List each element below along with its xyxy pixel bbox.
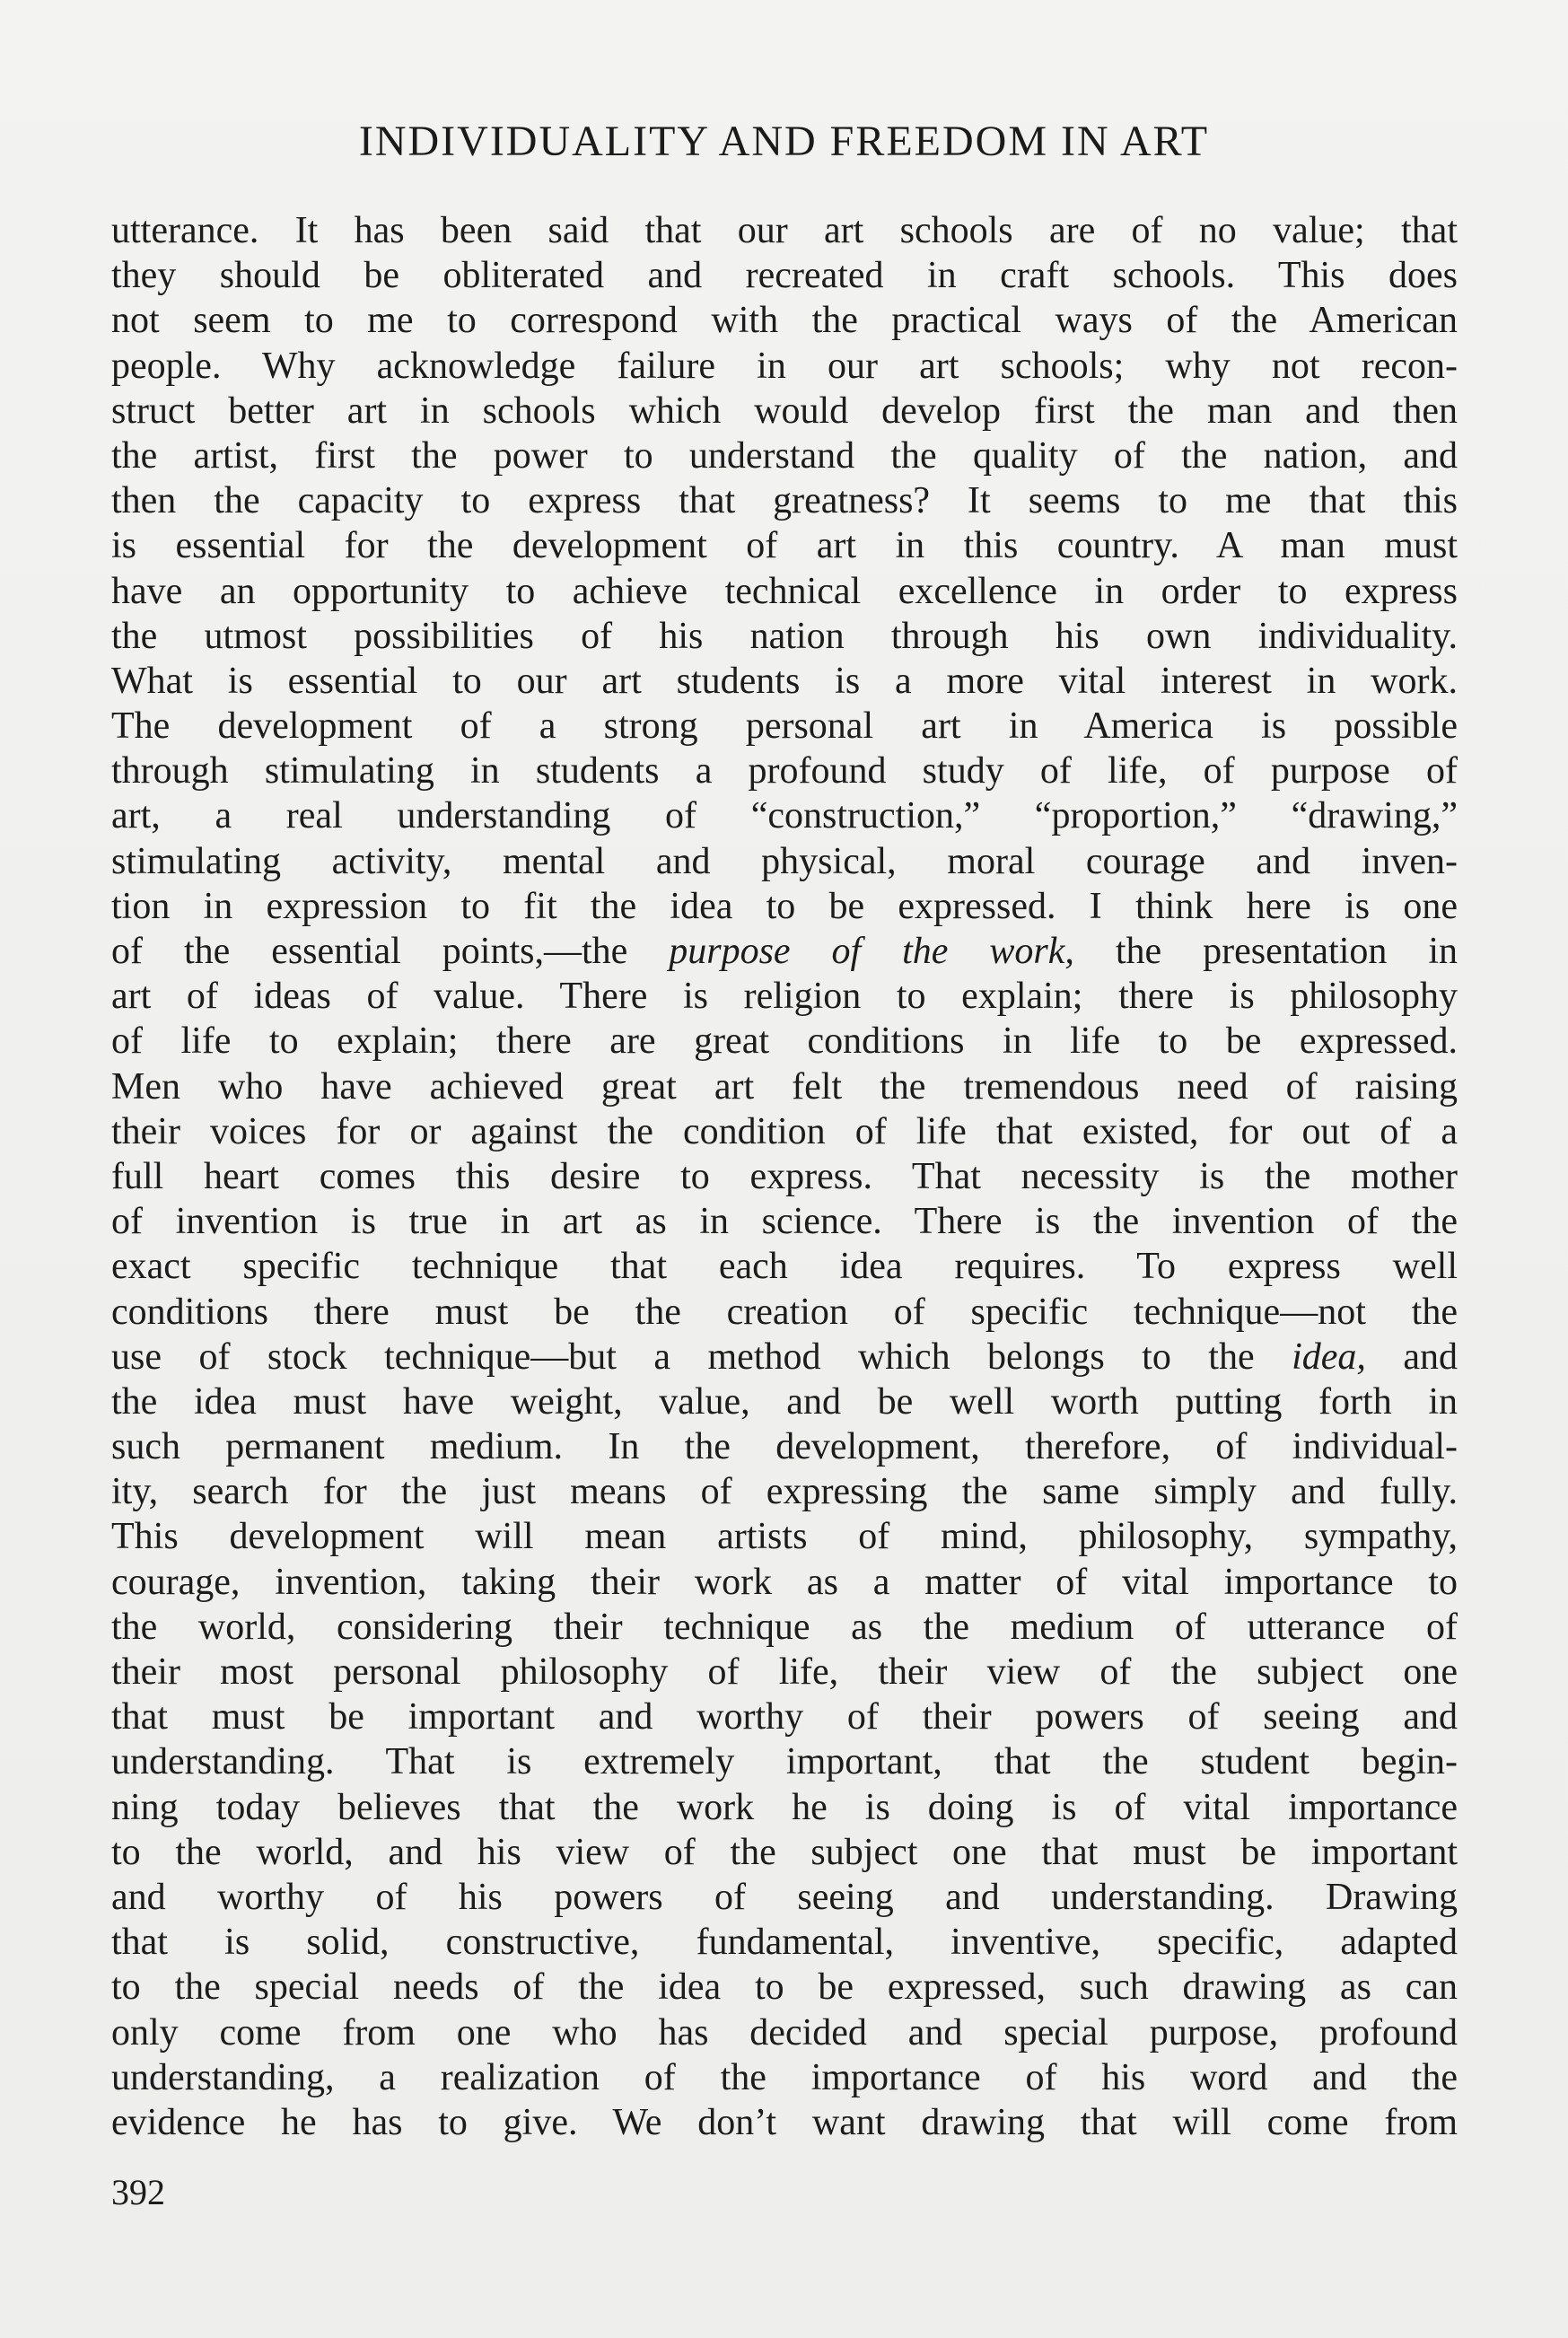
text-line: of life to explain; there are great conditions in life to be expressed. — [111, 1020, 1458, 1063]
text-line: their most personal philosophy of life, their view of the subject one — [111, 1651, 1458, 1693]
text-line: conditions there must be the creation of specific technique—not the — [111, 1291, 1458, 1333]
text-line: only come from one who has decided and special purpose, profound — [111, 2011, 1458, 2053]
text-run: use of stock technique—but a method which belongs to the — [111, 1335, 1292, 1378]
text-line: full heart comes this desire to express. That necessity is the mother — [111, 1155, 1458, 1197]
text-run: of the essential points,—the — [111, 931, 670, 972]
text-line: the idea must have weight, value, and be well worth putting forth in — [111, 1380, 1458, 1423]
page-number: 392 — [111, 2172, 165, 2212]
italic-emphasis: purpose of the work, — [669, 931, 1074, 972]
italic-emphasis: idea, — [1292, 1335, 1366, 1378]
text-line: not seem to me to correspond with the practical ways of the American — [111, 300, 1458, 342]
text-line: that is solid, constructive, fundamental, inventive, specific, adapted — [111, 1922, 1458, 1964]
text-run: and — [1365, 1335, 1458, 1378]
text-line: What is essential to our art students is a more vital interest in work. — [111, 660, 1458, 702]
text-line: evidence he has to give. We don’t want drawing that will come from — [111, 2101, 1458, 2143]
text-line: is essential for the development of art in this country. A man must — [111, 525, 1458, 567]
text-line: such permanent medium. In the development, therefore, of individual- — [111, 1426, 1458, 1468]
text-line: art, a real understanding of “construction,” “proportion,” “drawing,” — [111, 795, 1458, 837]
text-line: through stimulating in students a profound study of life, of purpose of — [111, 750, 1458, 792]
text-line: tion in expression to fit the idea to be expressed. I think here is one — [111, 885, 1458, 927]
text-line: The development of a strong personal art in America is possible — [111, 705, 1458, 748]
text-line: their voices for or against the condition of life that existed, for out of a — [111, 1110, 1458, 1152]
text-line — [111, 1335, 1458, 1379]
text-line: ity, search for the just means of expressing the same simply and fully. — [111, 1471, 1458, 1513]
text-line: Men who have achieved great art felt the tremendous need of raising — [111, 1065, 1458, 1108]
text-line: have an opportunity to achieve technical excellence in order to express — [111, 570, 1458, 612]
text-line: art of ideas of value. There is religion to explain; there is philosophy — [111, 976, 1458, 1018]
text-line: struct better art in schools which would develop first the man and then — [111, 390, 1458, 432]
text-line: then the capacity to express that greatness? It seems to me that this — [111, 480, 1458, 522]
text-line: This development will mean artists of mind, philosophy, sympathy, — [111, 1516, 1458, 1558]
text-line: courage, invention, taking their work as a matter of vital importance to — [111, 1561, 1458, 1603]
text-line: ning today believes that the work he is doing is of vital importance — [111, 1786, 1458, 1828]
text-line: and worthy of his powers of seeing and understanding. Drawing — [111, 1876, 1458, 1918]
text-line: exact specific technique that each idea requires. To express well — [111, 1246, 1458, 1288]
text-line: the world, considering their technique as the medium of utterance of — [111, 1606, 1458, 1648]
text-line: to the special needs of the idea to be expressed, such drawing as can — [111, 1966, 1458, 2009]
text-line: stimulating activity, mental and physical, moral courage and inven- — [111, 840, 1458, 882]
text-line: utterance. It has been said that our art schools are of no value; that — [111, 210, 1458, 251]
text-line: people. Why acknowledge failure in our art schools; why not recon- — [111, 345, 1458, 387]
text-line: understanding, a realization of the importance of his word and the — [111, 2056, 1458, 2098]
body-text — [111, 208, 1458, 2145]
text-line: they should be obliterated and recreated in craft schools. This does — [111, 255, 1458, 297]
text-line: the utmost possibilities of his nation through his own individuality. — [111, 615, 1458, 657]
text-line: the artist, first the power to understand the quality of the nation, and — [111, 434, 1458, 477]
text-line: of invention is true in art as in science. There is the invention of the — [111, 1201, 1458, 1243]
text-run: the presentation in — [1073, 931, 1458, 972]
running-head: INDIVIDUALITY AND FREEDOM IN ART — [358, 118, 1210, 165]
text-line: to the world, and his view of the subject one that must be important — [111, 1831, 1458, 1873]
text-line: understanding. That is extremely important, that the student begin- — [111, 1741, 1458, 1783]
text-line: that must be important and worthy of their powers of seeing and — [111, 1696, 1458, 1738]
text-line — [111, 929, 1458, 974]
